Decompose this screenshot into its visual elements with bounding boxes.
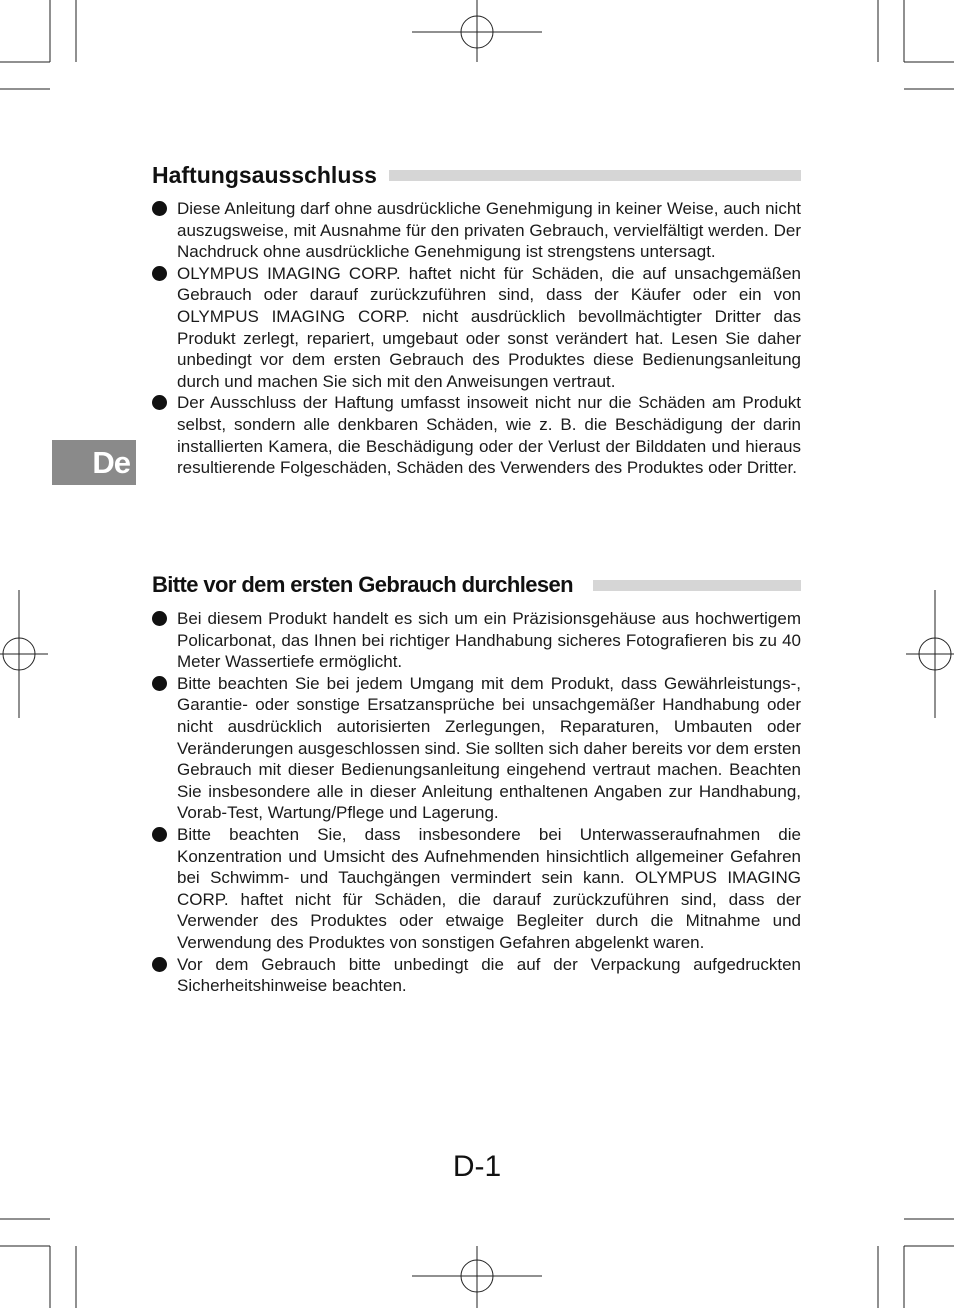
section-heading-text: Haftungsausschluss	[152, 161, 377, 188]
list-item-text: Vor dem Gebrauch bitte unbedingt die auf der Verpackung aufgedruckten Sicherheitshinweise beachten.	[177, 954, 801, 996]
bullet-icon	[152, 201, 167, 216]
section-read-before-use	[152, 570, 801, 997]
list-item-text: Bei diesem Produkt handelt es sich um ein Präzisionsgehäuse aus hochwertigem Policarbonat, das Ihnen bei richtiger Handhabung sicheres Fotografieren bis zu 40 Meter Wassertiefe ermöglicht.	[177, 609, 801, 672]
bullet-icon	[152, 266, 167, 281]
section-heading-text: Bitte vor dem ersten Gebrauch durchlesen	[152, 572, 574, 597]
list-item	[152, 263, 801, 393]
bullet-icon	[152, 957, 167, 972]
bullet-icon	[152, 827, 167, 842]
list-item-text: Der Ausschluss der Haftung umfasst insoweit nicht nur die Schäden am Produkt selbst, sondern alle denkbaren Schäden, wie z. B. die Beschädigung der darin installierten Kamera, die Beschädigung oder der Verlust der Bilddaten und hieraus resultierende Folgeschäden, Schäden des Verwenders des Produktes oder Dritter.	[177, 393, 801, 478]
bullet-icon	[152, 395, 167, 410]
heading-rule	[389, 170, 801, 181]
section-disclaimer	[152, 160, 801, 479]
bullet-list	[152, 608, 801, 997]
bullet-list	[152, 198, 801, 479]
bullet-icon	[152, 676, 167, 691]
list-item-text: Diese Anleitung darf ohne ausdrückliche Genehmigung in keiner Weise, auch nicht auszugsweise, mit Ausnahme für den privaten Gebrauch, vervielfältigt werden. Der Nachdruck ohne ausdrückliche Genehmigung ist strengstens untersagt.	[177, 199, 801, 262]
section-heading	[152, 570, 801, 600]
list-item	[152, 824, 801, 954]
list-item	[152, 392, 801, 478]
list-item-text: Bitte beachten Sie, dass insbesondere bei Unterwasseraufnahmen die Konzentration und Umsicht des Aufnehmenden hinsichtlich allgemeiner Gefahren bei Schwimm- und Tauchgängen vermindert sein kann. OLYMPUS IMAGING CORP. haftet nicht für Schäden, die darauf zurückzuführen sind, dass der Verwender des Produktes oder etwaige Begleiter durch die Mitnahme und Verwendung des Produktes von sonstigen Gefahren abgelenkt waren.	[177, 824, 801, 952]
list-item	[152, 954, 801, 997]
page-number: D-1	[452, 1150, 502, 1183]
section-heading	[152, 160, 801, 190]
list-item-text: OLYMPUS IMAGING CORP. haftet nicht für Schäden, die auf unsachgemäßen Gebrauch oder darauf zurückzuführen sind, dass der Käufer oder ein von OLYMPUS IMAGING CORP. nicht ausdrücklich bevollmächtigter Dritter das Produkt zerlegt, repariert, umgebaut oder sonst verändert hat. Lesen Sie daher unbedingt vor dem ersten Gebrauch des Produktes diese Bedienungsanleitung durch und machen Sie sich mit den Anweisungen vertraut.	[177, 263, 801, 391]
list-item	[152, 608, 801, 673]
language-tab: De	[52, 440, 136, 485]
bullet-icon	[152, 611, 167, 626]
list-item-text: Bitte beachten Sie bei jedem Umgang mit dem Produkt, dass Gewährleistungs-, Garantie- oder sonstige Ersatzansprüche bei unsachgemäßer Handhabung oder nicht ausdrücklich autorisierten Zerlegungen, Reparaturen, Umbauten oder Veränderungen ausgeschlossen sind. Sie sollten sich daher bereits vor dem ersten Gebrauch mit dieser Bedienungsanleitung eingehend vertraut machen. Beachten Sie insbesondere alle in dieser Anleitung enthaltenen Angaben zur Handhabung, Vorab-Test, Wartung/Pflege und Lagerung.	[177, 673, 801, 823]
list-item	[152, 673, 801, 824]
heading-rule	[593, 580, 801, 591]
list-item	[152, 198, 801, 263]
